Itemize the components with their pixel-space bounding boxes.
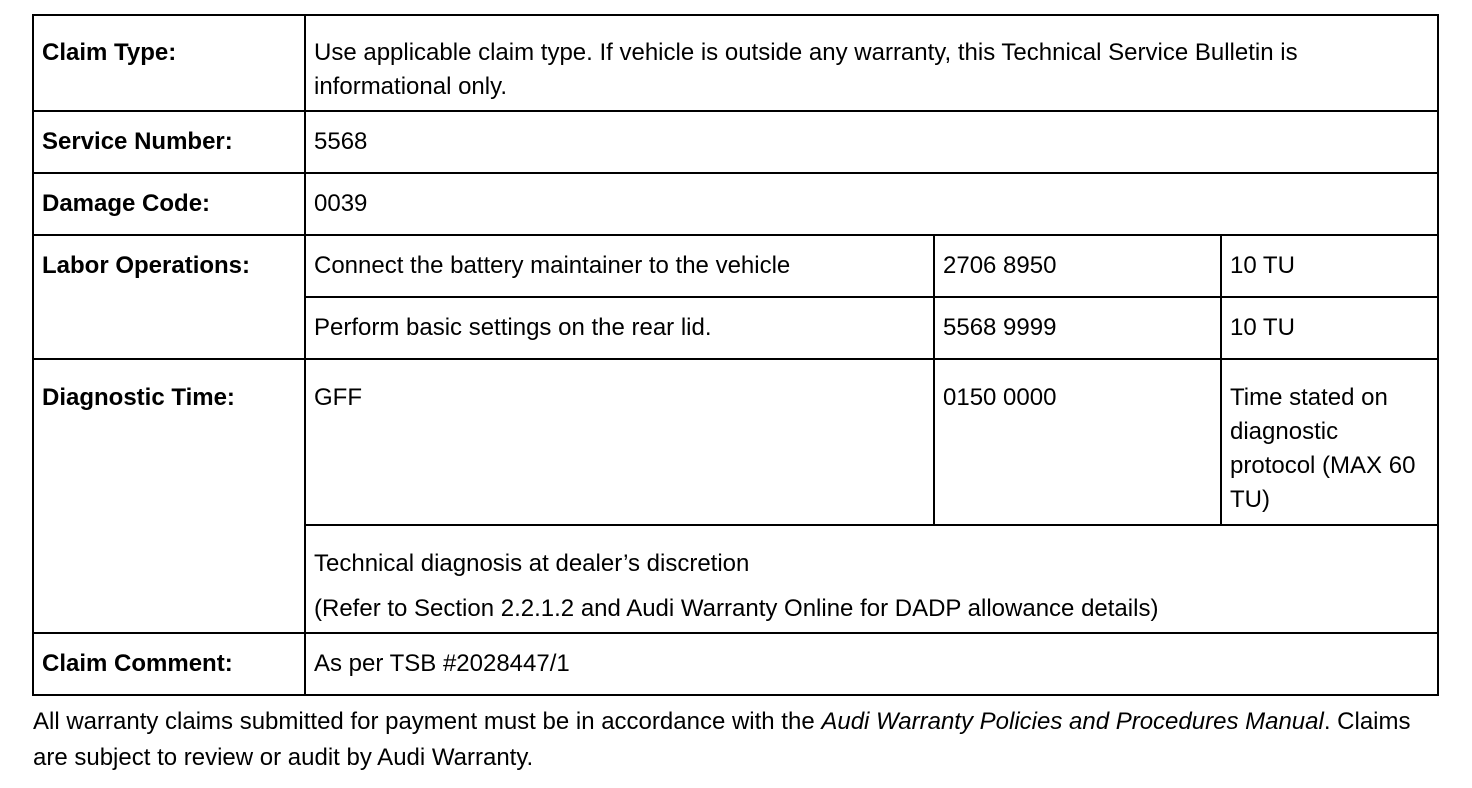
footer-text-end: . Claims are subject to review or audit by Audi Warranty. — [33, 708, 1411, 771]
warranty-claim-table — [32, 14, 1439, 696]
footer-text-start: All warranty claims submitted for payment must be in accordance with the — [33, 708, 822, 735]
table-row-diagnostic-time — [33, 359, 1438, 525]
claim-type-label: Claim Type: — [33, 15, 305, 111]
table-row-labor-operation — [33, 235, 1438, 297]
labor-operation-time: 10 TU — [1221, 297, 1438, 359]
labor-operation-description: Connect the battery maintainer to the vehicle — [305, 235, 934, 297]
damage-code-value: 0039 — [305, 173, 1438, 235]
labor-operations-label: Labor Operations: — [33, 235, 305, 359]
warranty-footer-note — [33, 704, 1443, 776]
diagnostic-time-label: Diagnostic Time: — [33, 359, 305, 633]
service-number-label: Service Number: — [33, 111, 305, 173]
labor-operation-description: Perform basic settings on the rear lid. — [305, 297, 934, 359]
service-number-value: 5568 — [305, 111, 1438, 173]
diagnostic-description: GFF — [305, 359, 934, 525]
manual-title: Audi Warranty Policies and Procedures Manual — [821, 708, 1324, 735]
technical-diagnosis-cell — [305, 525, 1438, 633]
table-row-claim-type — [33, 15, 1438, 111]
dadp-allowance-note: (Refer to Section 2.2.1.2 and Audi Warranty Online for DADP allowance details) — [314, 595, 1159, 622]
table-row-service-number — [33, 111, 1438, 173]
labor-operation-code: 5568 9999 — [934, 297, 1221, 359]
claim-comment-label: Claim Comment: — [33, 633, 305, 695]
diagnostic-time-value: Time stated on diagnostic protocol (MAX 60 TU) — [1221, 359, 1438, 525]
claim-comment-value: As per TSB #2028447/1 — [305, 633, 1438, 695]
labor-operation-code: 2706 8950 — [934, 235, 1221, 297]
table-row-damage-code — [33, 173, 1438, 235]
technical-diagnosis-text: Technical diagnosis at dealer’s discretion — [314, 550, 750, 577]
diagnostic-code: 0150 0000 — [934, 359, 1221, 525]
table-row-claim-comment — [33, 633, 1438, 695]
damage-code-label: Damage Code: — [33, 173, 305, 235]
labor-operation-time: 10 TU — [1221, 235, 1438, 297]
claim-type-value: Use applicable claim type. If vehicle is outside any warranty, this Technical Service Bulletin is informational only. — [305, 15, 1438, 111]
